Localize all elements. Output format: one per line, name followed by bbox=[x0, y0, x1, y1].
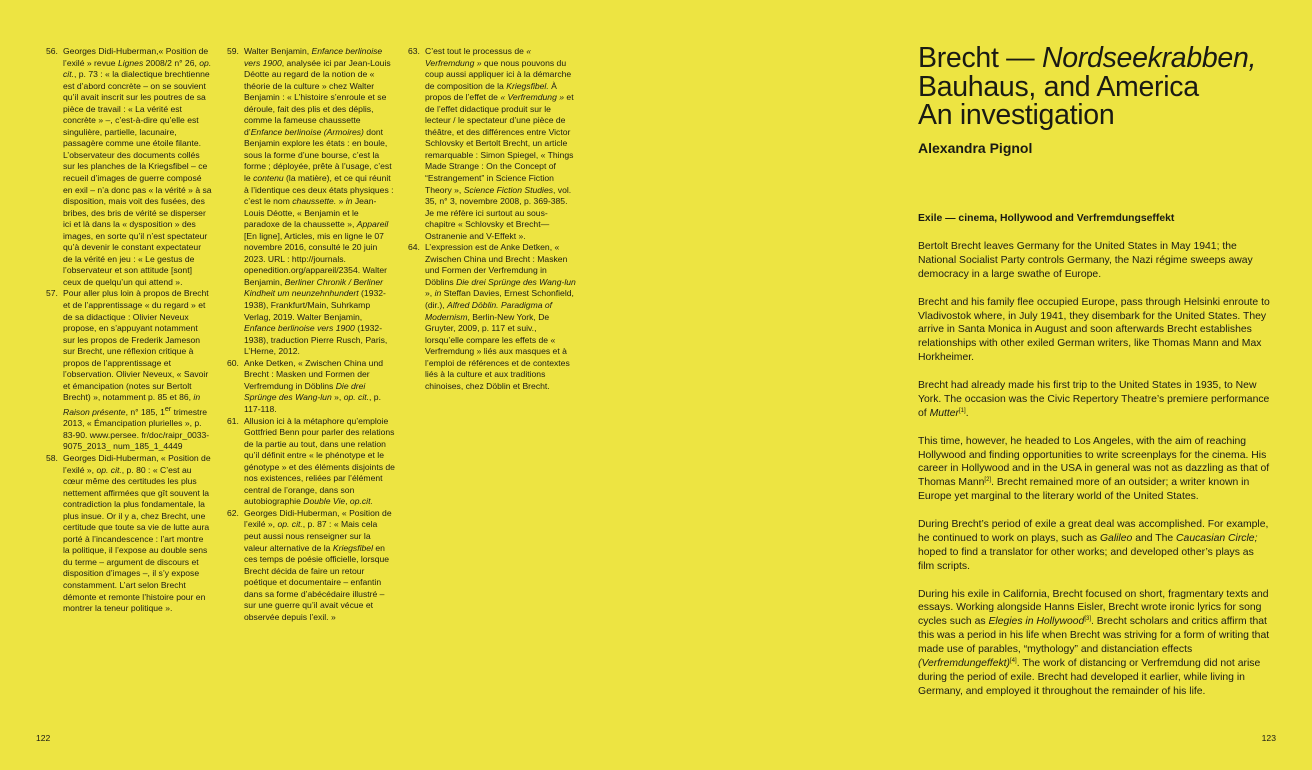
page-number-right: 123 bbox=[1261, 733, 1276, 743]
footnote-number: 60. bbox=[227, 357, 239, 368]
footnote bbox=[227, 46, 395, 358]
article-title bbox=[918, 44, 1268, 130]
title-line-3: An investigation bbox=[918, 99, 1115, 131]
author-name: Alexandra Pignol bbox=[918, 139, 1033, 156]
title-line-1 bbox=[918, 42, 1256, 74]
title-italic-part: Nordseekrabben, bbox=[1042, 42, 1257, 74]
footnote-text: Georges Didi-Huberman, « Position de l’exilé », op. cit., p. 87 : « Mais cela peut aussi nous renseigner sur la valeur alternative de la Kriegsfibel en ces temps de poésie officielle, lorsque Brecht décida de faire un retour poétique et documentaire – enfantin dans sa forme d’abécédaire illustré – sur une guerre qu’il avait vécue et observée depuis l’exil. » bbox=[244, 507, 392, 622]
footnotes-column-3 bbox=[408, 46, 576, 392]
footnote-text: L’expression est de Anke Detken, « Zwischen China und Brecht : Masken und Formen der Verfremdung in Döblins Die drei Sprünge des Wang-lun », in Steffan Davies, Ernest Schonfield, (dir.), Alfred Döblin. Paradigma of Modernism, Berlin-New York, De Gruyter, 2009, p. 117 et suiv., lorsqu’elle compare les effets de « Verfremdung » liés aux masques et à l’emploi de références et de contextes liés à la culture et aux traditions chinoises, chez Döblin et Brecht. bbox=[425, 242, 576, 391]
footnote bbox=[408, 46, 576, 242]
body-paragraph: Brecht had already made his first trip to the United States in 1935, to New York. The occasion was the Civic Repertory Theatre’s premiere performance of Mutter[1]. bbox=[918, 380, 1270, 419]
footnotes-column-1 bbox=[46, 46, 212, 615]
footnote-text: C’est tout le processus de « Verfremdung » que nous pouvons du coup aussi appliquer ici à la démarche de composition de la Kriegsfibel. À propos de l’effet de « Verfremdung » et de l’effet didactique produit sur le lecteur / le spectateur d’une pièce de théâtre, et des différences entre Victor Schlovsky et Bertolt Brecht, un article remarquable : Simon Spiegel, « Things Made Strange : On the Concept of “Estrangement” in Science Fiction Theory », Science Fiction Studies, vol. 35, n° 3, novembre 2008, p. 369-385. Je me réfère ici surtout au sous-chapitre « Schlovsky et Brecht— Ostranenie and V-Effekt ». bbox=[425, 46, 574, 241]
footnote-text: Anke Detken, « Zwischen China und Brecht : Masken und Formen der Verfremdung in Döblins Die drei Sprünge des Wang-lun », op. cit., p. 117-118. bbox=[244, 357, 384, 414]
footnote-number: 57. bbox=[46, 288, 58, 299]
title-line-2: Bauhaus, and America bbox=[918, 70, 1199, 103]
body-paragraph: During Brecht’s period of exile a great deal was accomplished. For example, he continued to work on plays, such as Galileo and The Caucasian Circle; hoped to find a translator for other works; and developed other’s plays as film scripts. bbox=[918, 519, 1269, 572]
page-number-left: 122 bbox=[36, 733, 51, 743]
footnote-number: 56. bbox=[46, 46, 58, 56]
article-body bbox=[918, 240, 1272, 713]
footnote-number: 61. bbox=[227, 415, 239, 426]
footnotes-column-2 bbox=[227, 46, 395, 623]
footnote-text: Georges Didi-Huberman, « Position de l’exilé », op. cit., p. 80 : « C’est au cœur même des certitudes les plus nettement affirmées que gît souvent la contradiction la plus fondamentale, la plus insue. Or il y a, chez Brecht, une certitude que toute sa vie de lutte aura porté à l’incandescence : l’art montre la politique, il l’expose au double sens du terme – argument de discours et disposition d’images –, il s’y expose constamment. L’art selon Brecht démonte et remonte l’histoire pour en montrer la teneur politique ». bbox=[63, 453, 211, 614]
footnote-number: 62. bbox=[227, 507, 239, 518]
footnote bbox=[227, 358, 395, 416]
footnote-number: 64. bbox=[408, 242, 420, 253]
footnote-number: 59. bbox=[227, 46, 239, 56]
footnote-text: Georges Didi-Huberman,« Position de l’exilé » revue Lignes 2008/2 n° 26, op. cit., p. 73 : « la dialectique brechtienne est d’abord concrète – on se souvient qu’il avait inscrit sur les poutres de sa pièce de travail : « La vérité est concrète » –, c’est-à-dire qu’elle est singulière, partielle, lacunaire, passagère comme une étoile filante. L’observateur des documents collés sur les planches de la Kriegsfibel – ce recueil d’images de guerre composé en exil – n’a donc pas « la vérité » à sa disposition, mais voit des fusées, des bribes, des bris de vérité se disperser ici et là dans la « dysposition » des images, en sorte qu’il n’est spectateur qu’à devenir le constant expectateur de la vérité en jeu : « Le gestus de l’observateur et son attitude [sont] ceux de quelqu’un qui attend ». bbox=[63, 46, 212, 287]
title-plain-part: Brecht — bbox=[918, 42, 1043, 74]
footnote bbox=[46, 453, 212, 615]
footnote bbox=[227, 416, 395, 508]
footnote bbox=[227, 508, 395, 623]
footnote bbox=[46, 288, 212, 453]
footnote bbox=[408, 242, 576, 392]
article-header bbox=[918, 44, 1268, 157]
body-paragraph: During his exile in California, Brecht focused on short, fragmentary texts and essays. Working alongside Hanns Eisler, Brecht wrote ironic lyrics for song cycles such as Elegies in Hollywood[3]. Brecht scholars and critics affirm that this was a period in his life when Brecht was striving for a form of writing that made use of parables, “mythology” and distanciation effects (Verfremdungeffekt)[4]. The work of distancing or Verfremdung did not arise during the period of exile. Brecht had developed it earlier, while living in Germany, and employed it throughout the remainder of his life. bbox=[918, 588, 1270, 697]
body-paragraph: Brecht and his family flee occupied Europe, pass through Helsinki enroute to Vladivostok where, in July 1941, they disembark for the United States. They arrive in Santa Monica in August and soon afterwards Brecht establishes relationships with other exiled German writers, like Thomas Mann and Max Horkheimer. bbox=[918, 296, 1270, 364]
footnote-text: Walter Benjamin, Enfance berlinoise vers 1900, analysée ici par Jean-Louis Déotte au regard de la notion de « théorie de la culture » chez Walter Benjamin : « L’histoire s’enroule et se déroule, fait des plis et des déplis, comme la fameuse chaussette d’Enfance berlinoise (Armoires) dont Benjamin explore les états : en boule, sous la forme d’une bourse, c’est la forme ; déployée, prête à l’usage, c’est le contenu (la matière), et ce qui réunit à l’identique ces deux états physiques : c’est le nom chaussette. » in Jean-Louis Déotte, « Benjamin et le paradoxe de la chaussette », Appareil [En ligne], Articles, mis en ligne le 07 novembre 2016, consulté le 20 juin 2023. URL : http://journals. openedition.org/appareil/2354. Walter Benjamin, Berliner Chronik / Berliner Kindheit um neunzehnhundert (1932-1938), Frankfurt/Main, Suhrkamp Verlag, 2019. Walter Benjamin, Enfance berlinoise vers 1900 (1932-1938), traduction Pierre Rusch, Paris, L’Herne, 2012. bbox=[244, 46, 394, 357]
section-heading: Exile — cinema, Hollywood and Verfremdungseffekt bbox=[918, 213, 1175, 224]
body-paragraph: Bertolt Brecht leaves Germany for the United States in May 1941; the National Socialist Party controls Germany, the Nazi régime sweeps away democracy in a large swathe of Europe. bbox=[918, 241, 1253, 280]
body-paragraph: This time, however, he headed to Los Angeles, with the aim of reaching Hollywood and finding opportunities to write screenplays for the cinema. His career in Hollywood and in the USA in general was not as dazzling as that of Thomas Mann[2]. Brecht remained more of an outsider; a writer known in Europe yet marginal to the literary world of the United States. bbox=[918, 435, 1270, 503]
footnote-text: Pour aller plus loin à propos de Brecht et de l’apprentissage « du regard » et de sa didactique : Olivier Neveux propose, en s’appuyant notamment sur les propos de Frederik Jameson sur Brecht, une réflexion critique à propos de l’apprentissage et l’observation. Olivier Neveux, « Savoir et émancipation (notes sur Bertolt Brecht) », notamment p. 85 et 86, in Raison présente, n° 185, 1er trimestre 2013, « Émancipation plurielles », p. 83-90. www.persee. fr/doc/raipr_0033-9075_2013_ num_185_1_4449 bbox=[63, 288, 210, 452]
footnote-number: 63. bbox=[408, 46, 420, 56]
footnote-number: 58. bbox=[46, 453, 58, 463]
footnote-text: Allusion ici à la métaphore qu’emploie Gottfried Benn pour parler des relations de la partie au tout, dans une relation qu’il définit entre « le phénotype et le génotype » et des éléments disjoints de nos existences, reliées par l’élément central de l’orange, dans son autobiographie Double Vie, op.cit. bbox=[244, 415, 395, 507]
footnote bbox=[46, 46, 212, 288]
